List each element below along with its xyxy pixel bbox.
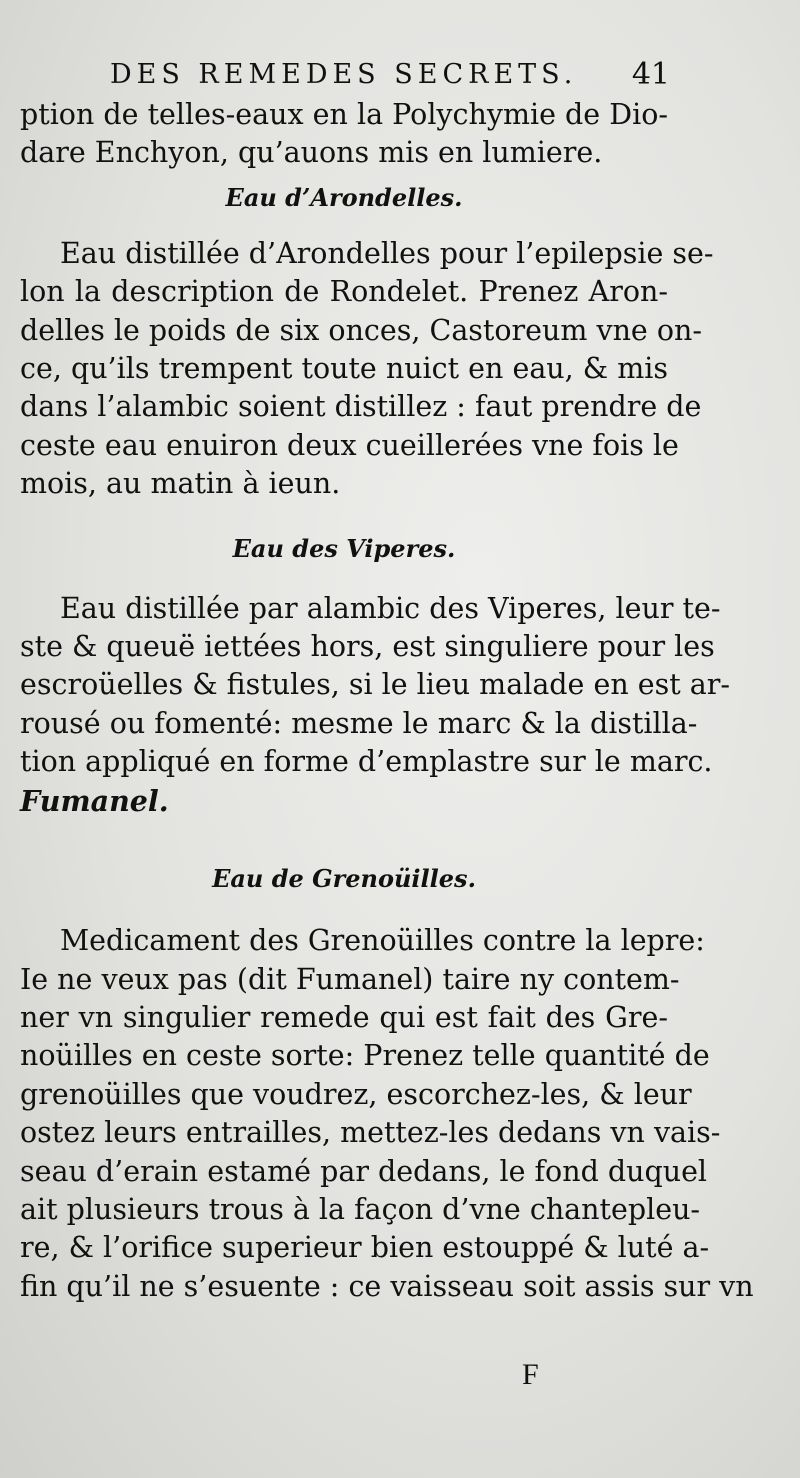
- text-line: grenoüilles que voudrez, escorchez-les, & leur: [20, 1077, 692, 1111]
- body-text: [20, 96, 754, 1306]
- intro-paragraph: [20, 96, 668, 173]
- text-line: Ie ne veux pas (dit Fumanel) taire ny contem-: [20, 962, 680, 996]
- text-line: lon la description de Rondelet. Prenez Aron-: [20, 275, 668, 309]
- text-line: Eau distillée d’Arondelles pour l’epilepsie se-: [60, 236, 714, 270]
- text-line: delles le poids de six onces, Castoreum vne on-: [20, 313, 702, 347]
- text-line: ce, qu’ils trempent toute nuict en eau, & mis: [20, 352, 668, 386]
- page-number: 41: [631, 57, 670, 92]
- paragraph-arondelles: [20, 235, 714, 504]
- text-line: escroüelles & fistules, si le lieu malade en est ar-: [20, 668, 731, 702]
- running-title: DES REMEDES SECRETS.: [110, 59, 578, 90]
- text-line: ste & queuë iettées hors, est singuliere pour les: [20, 630, 715, 664]
- text-line: dare Enchyon, qu’auons mis en lumiere.: [20, 136, 603, 170]
- text-line: ceste eau enuiron deux cueillerées vne fois le: [20, 428, 679, 462]
- text-line: ption de telles-eaux en la Polychymie de Dio-: [20, 98, 668, 131]
- text-line: dans l’alambic soient distillez : faut prendre de: [20, 390, 702, 424]
- text-line: mois, au matin à ieun.: [20, 467, 341, 501]
- text-line: Medicament des Grenoüilles contre la lepre:: [60, 924, 705, 958]
- section-heading-arondelles: Eau d’Arondelles.: [225, 182, 463, 212]
- section-heading-viperes: Eau des Viperes.: [232, 533, 456, 563]
- text-line: fin qu’il ne s’esuente : ce vaisseau soit assis sur vn: [20, 1269, 754, 1303]
- paragraph-grenouilles: [20, 922, 754, 1306]
- text-line: tion appliqué en forme d’emplastre sur le marc.: [20, 745, 713, 779]
- text-line: ner vn singulier remede qui est fait des Gre-: [20, 1000, 668, 1034]
- author-citation: Fumanel.: [20, 783, 169, 818]
- signature-mark: F: [522, 1358, 539, 1391]
- text-line: noüilles en ceste sorte: Prenez telle quantité de: [20, 1039, 710, 1073]
- text-line: re, & l’orifice superieur bien estouppé & luté a-: [20, 1231, 710, 1265]
- paragraph-viperes: [20, 590, 731, 820]
- text-line: ait plusieurs trous à la façon d’vne chantepleu-: [20, 1192, 701, 1226]
- text-line: ostez leurs entrailles, mettez-les dedans vn vais-: [20, 1116, 721, 1150]
- text-line: rousé ou fomenté: mesme le marc & la distilla-: [20, 706, 698, 740]
- page-header: [110, 52, 670, 98]
- text-line: Eau distillée par alambic des Viperes, leur te-: [60, 591, 721, 625]
- section-heading-grenouilles: Eau de Grenoüilles.: [212, 864, 476, 894]
- text-line: seau d’erain estamé par dedans, le fond duquel: [20, 1154, 708, 1188]
